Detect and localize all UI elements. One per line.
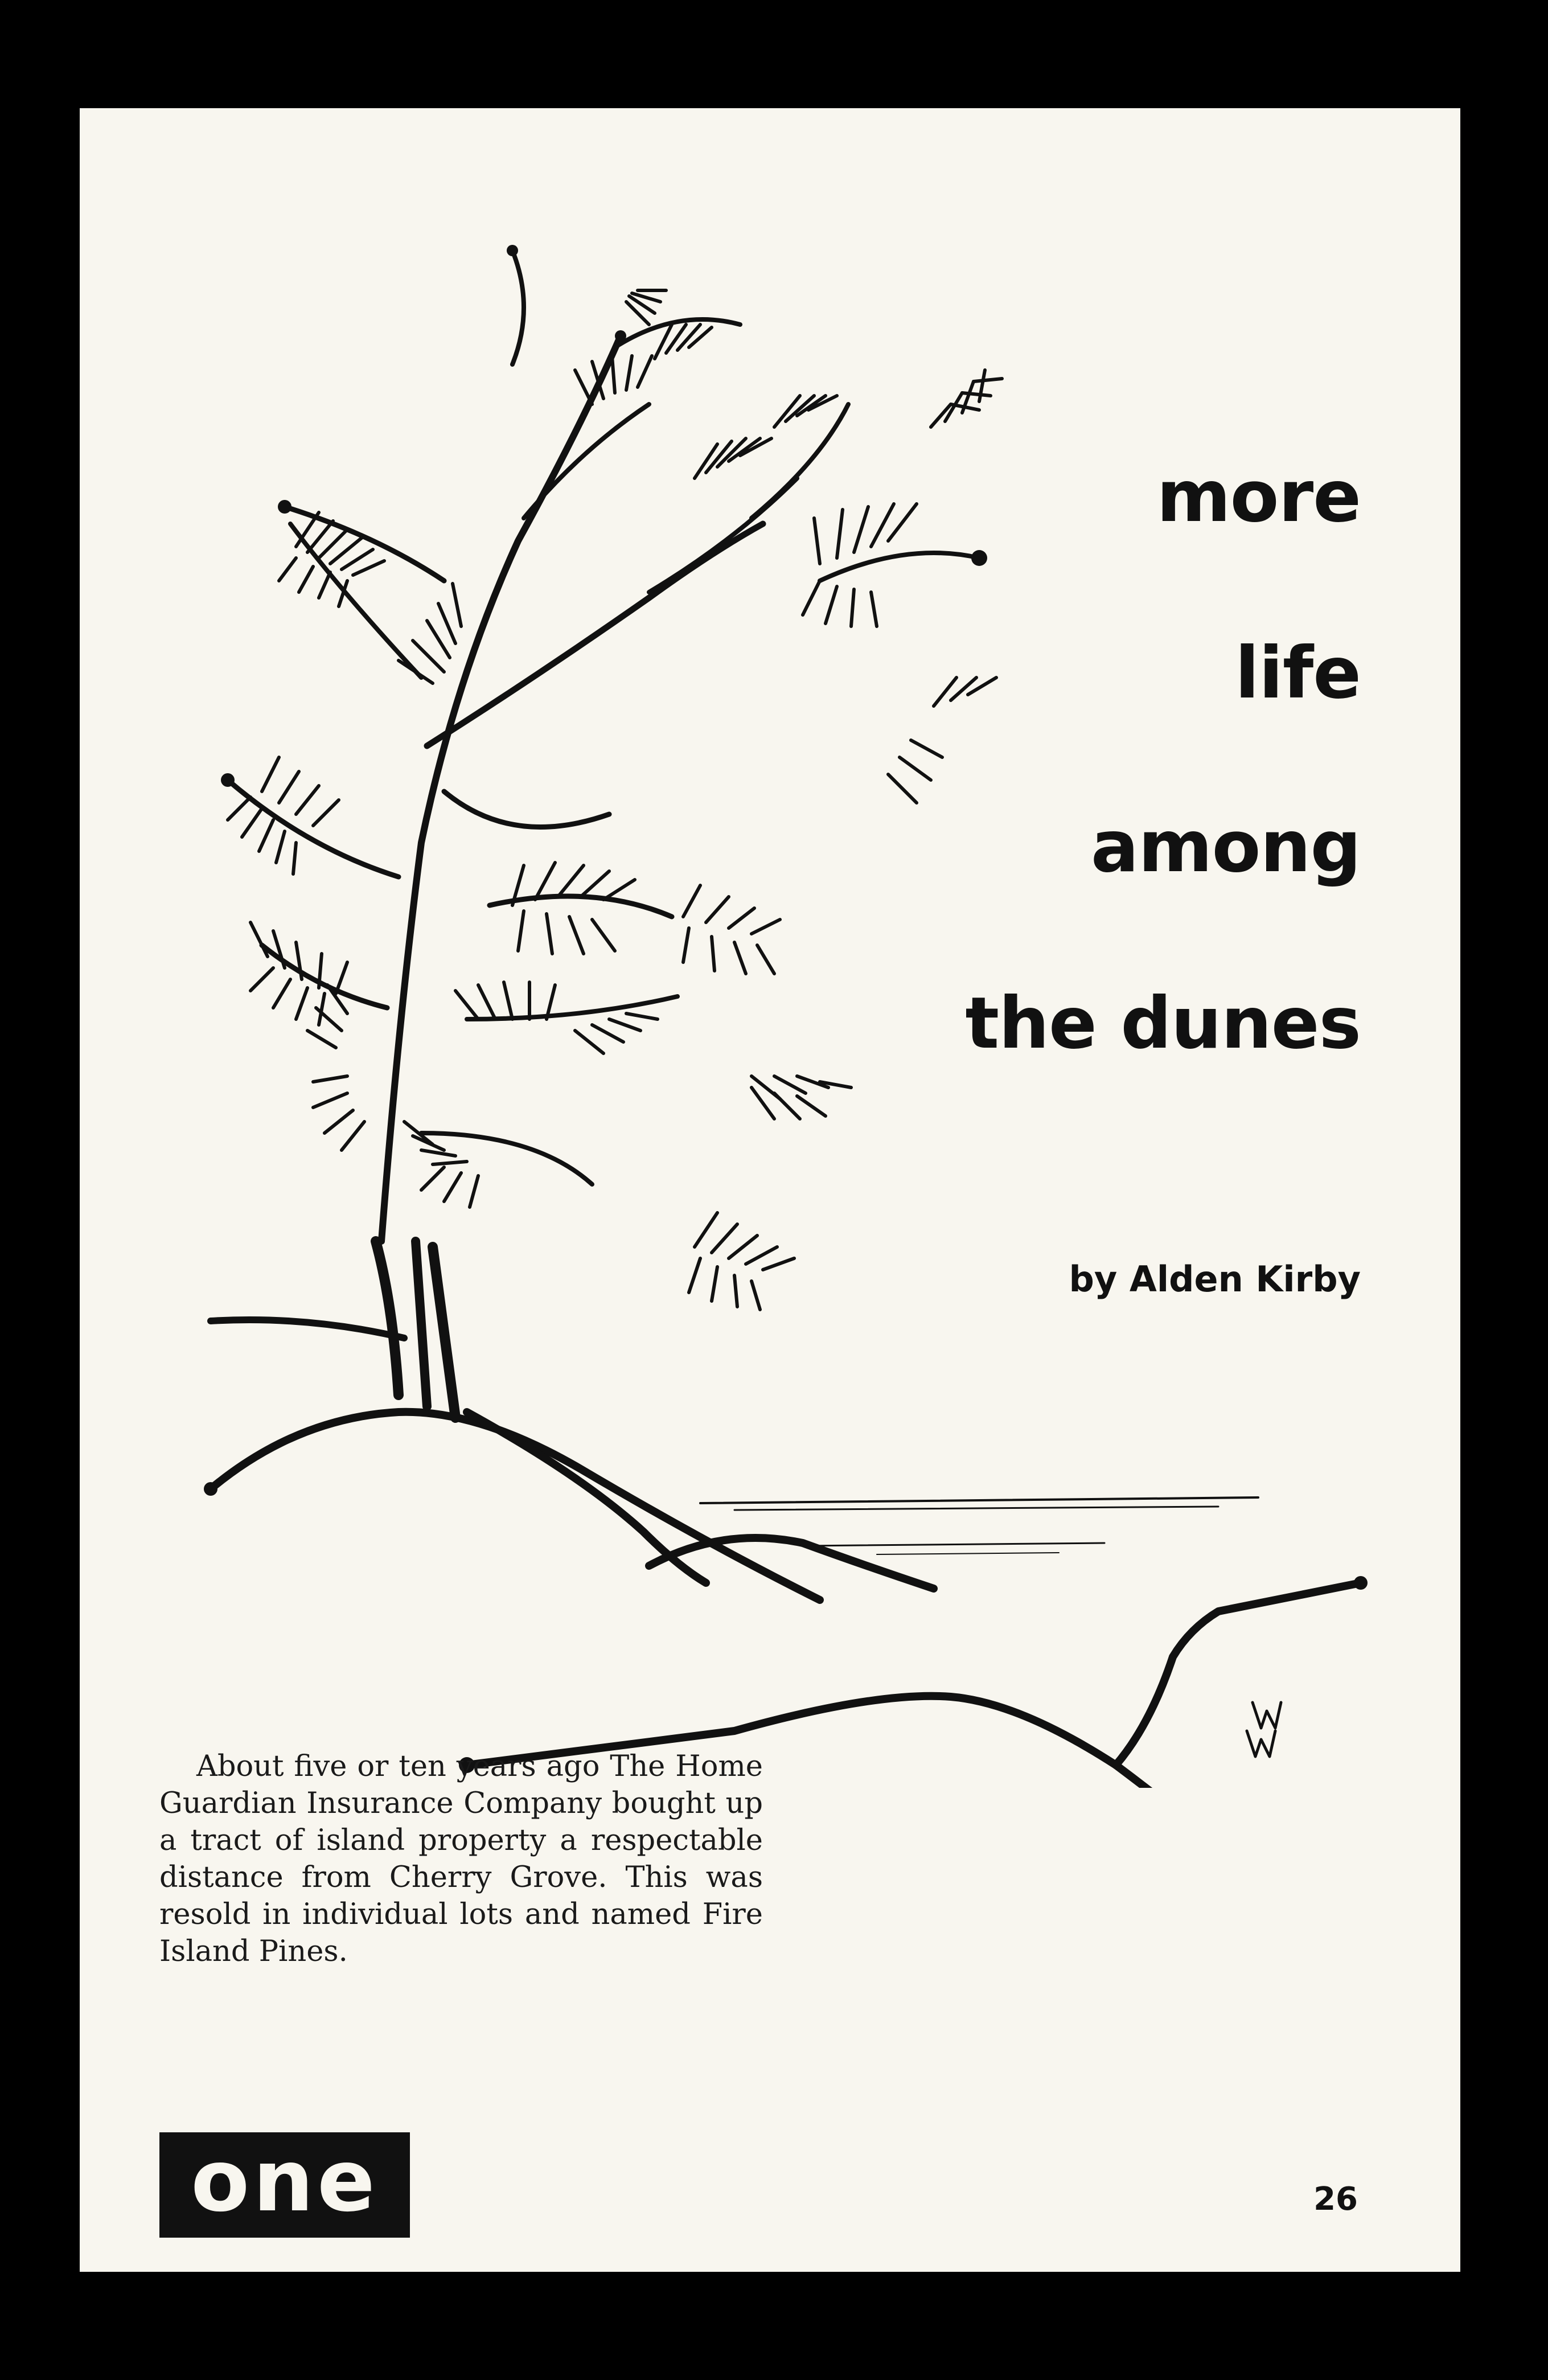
magazine-page: [80, 108, 1460, 2272]
byline: by Alden Kirby: [1069, 1258, 1361, 1300]
title-line-2: life: [1235, 632, 1361, 715]
title-line-3: among: [1091, 806, 1361, 888]
title-line-1: more: [1156, 456, 1361, 538]
pine-tree-dunes-illustration: [80, 108, 1460, 1788]
title-line-4: the dunes: [965, 982, 1361, 1065]
article-body: About five or ten years ago The Home Guardian Insurance Company bought up a tract of island property a respectable distance from Cherry Grove. This was resold in individual lots and named Fire Island Pines.: [159, 1750, 763, 1968]
magazine-logo: [159, 2132, 410, 2238]
page-number: 26: [1313, 2181, 1358, 2218]
logo-text: one: [191, 2131, 379, 2231]
